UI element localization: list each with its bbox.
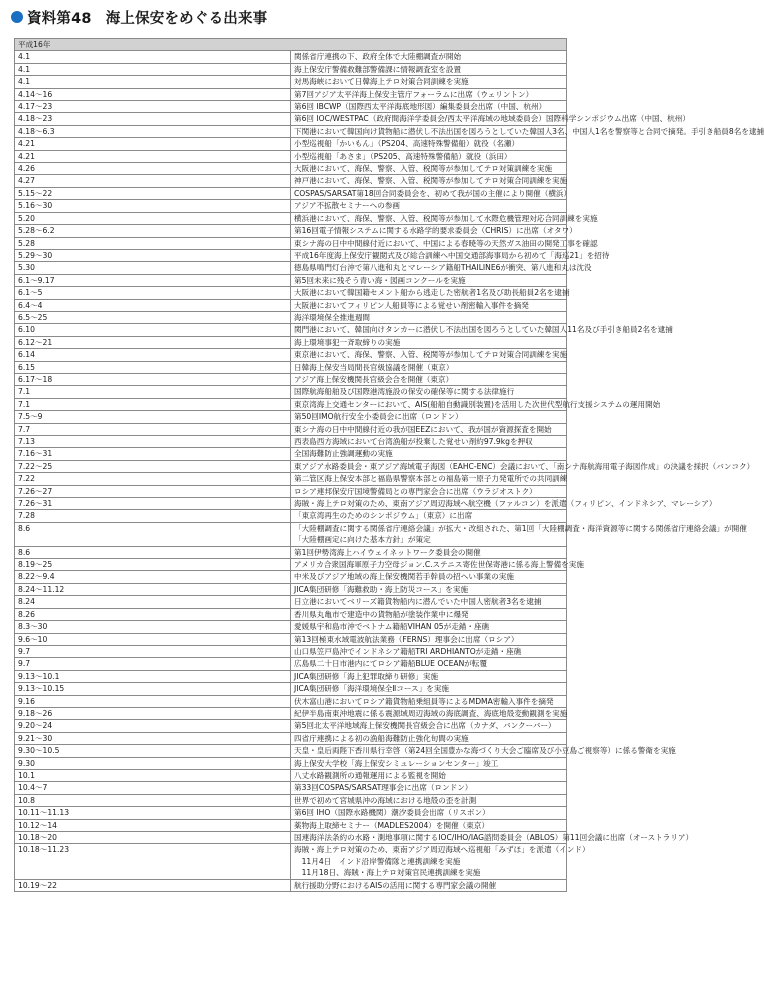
table-row [15,200,567,212]
event-text-line: JICA集団研修「海洋環境保全Ⅱコース」を実施 [294,684,450,694]
event-description [291,473,567,485]
event-description [291,769,567,781]
event-text-line: 小型巡視船「かいもん」（PS204、高速特殊警備船）就役（名瀬） [294,139,520,149]
event-date: 6.10 [15,324,291,336]
event-description [291,571,567,583]
event-text-line: 大阪港において韓国籍セメント船から逃走した密航者1名及び助長船員2名を逮捕 [294,288,570,298]
event-date: 8.3〜30 [15,621,291,633]
table-row [15,546,567,558]
event-text-line: 全国海難防止強調運動の実施 [294,449,393,459]
table-row [15,51,567,63]
event-text-line: 第33回COSPAS/SARSAT理事会に出席（ロンドン） [294,783,473,793]
table-row [15,349,567,361]
table-row [15,373,567,385]
event-description [291,63,567,75]
event-text-line: 中米及びアジア地域の海上保安機関若手幹員の招へい事業の実施 [294,572,514,582]
event-text-line: 東シナ海の日中中間線付近の我が国EEZにおいて、我が国が資源探査を開始 [294,424,552,434]
table-row [15,633,567,645]
event-text-line: 国連海洋法条約の水路・測地事項に関するIOC/IHO/IAG諮問委員会（ABLOS）第11回会議に出席（オーストラリア） [294,833,694,842]
table-row [15,225,567,237]
event-date: 9.6〜10 [15,633,291,645]
table-row [15,769,567,781]
table-row [15,794,567,806]
event-description [291,782,567,794]
event-text-line: 第5回北太平洋地域海上保安機関長官級会合に出席（カナダ、バンクーバー） [294,721,556,731]
event-text-line: 航行援助分野におけるAISの活用に関する専門家会議の開催 [294,880,497,890]
event-text-line: 四省庁連携による初の漁船海難防止強化旬間の実施 [294,733,469,743]
event-date: 9.7 [15,645,291,657]
event-description [291,608,567,620]
event-date: 8.24 [15,596,291,608]
table-row [15,336,567,348]
table-row [15,411,567,423]
event-description [291,138,567,150]
table-row [15,608,567,620]
event-date: 10.18〜11.23 [15,844,291,879]
event-description [291,670,567,682]
event-date: 4.14〜16 [15,88,291,100]
event-text-line: 第6回 IBCWP（国際西太平洋海底地形図）編集委員会出席（中国、杭州） [294,102,547,112]
event-text-line: 愛媛県宇和島市沖でベトナム籍船VIHAN 05が走錨・座礁 [294,622,490,632]
event-description [291,498,717,510]
event-text-line: 西表島西方海域において台湾漁船が投棄した覚せい剤約97.9kgを押収 [294,437,533,446]
event-date: 5.20 [15,212,291,224]
event-date: 4.17〜23 [15,101,291,113]
event-date: 7.26〜27 [15,485,291,497]
event-description [291,200,567,212]
event-date: 4.1 [15,63,291,75]
event-description [291,324,673,336]
event-description [291,844,590,879]
table-row [15,460,567,472]
event-text-line: JICA集団研修「海上犯罪取締り研修」実施 [294,671,439,681]
table-row [15,658,567,670]
event-date: 4.21 [15,150,291,162]
event-date: 5.30 [15,262,291,274]
table-row [15,583,567,595]
event-date: 6.17〜18 [15,373,291,385]
event-text-line: 八丈水路観測所の通報運用による監視を開始 [294,770,446,780]
event-date: 6.14 [15,349,291,361]
event-date: 7.22 [15,473,291,485]
event-text-line: 関係省庁連携の下、政府全体で大陸棚調査が開始 [294,52,462,62]
event-text-line: 「東京湾再生のためのシンポジウム」（東京）に出席 [294,511,473,521]
table-row [15,163,567,175]
event-date: 6.4〜4 [15,299,291,311]
table-row [15,101,567,113]
event-text-line: 「大陸棚画定に向けた基本方針」が策定 [294,535,431,545]
event-date: 8.22〜9.4 [15,571,291,583]
table-row [15,732,567,744]
event-date: 5.29〜30 [15,249,291,261]
event-description [291,101,567,113]
event-description [291,225,577,237]
table-row [15,63,567,75]
event-date: 4.1 [15,76,291,88]
event-description [291,832,694,844]
event-text-line: 大阪港においてフィリピン人船員等による覚せい剤密輸入事件を摘発 [294,300,529,310]
table-row [15,436,567,448]
table-row [15,448,567,460]
event-description [291,460,755,472]
event-text-line: 小型巡視船「あさま」（PS205、高速特殊警備船）就役（浜田） [294,151,512,161]
table-row [15,559,567,571]
event-description [291,546,567,558]
event-description [291,583,567,595]
table-row [15,88,567,100]
table-row [15,819,567,831]
event-date: 8.24〜11.12 [15,583,291,595]
event-text-line: 平成16年度海上保安庁観閲式及び総合訓練へ中国交通部海事局から初めて「海巡21」を招待 [294,250,610,260]
event-description [291,113,690,125]
event-date: 10.18〜20 [15,832,291,844]
event-text-line: 東京湾海上交通センターにおいて、AIS(船舶自動識別装置)を活用した次世代型航行支援システムの運用開始 [294,399,661,409]
event-description [291,658,567,670]
table-row [15,498,567,510]
event-text-line: 第6回 IHO（国際水路機関）潮汐委員会出席（リスボン） [294,808,490,818]
event-description [291,707,567,719]
event-description [291,436,567,448]
event-date: 8.26 [15,608,291,620]
table-row [15,621,567,633]
event-date: 6.1〜5 [15,287,291,299]
event-date: 5.28〜6.2 [15,225,291,237]
event-text-line: 東京港において、海保、警察、入管、税関等が参加してテロ対策合同訓練を実施 [294,350,568,360]
event-description [291,633,567,645]
event-date: 10.4〜7 [15,782,291,794]
event-description [291,212,598,224]
event-text-line: 香川県丸亀市で建造中の貨物船が塗装作業中に爆発 [294,609,469,619]
event-text-line: 海上環境事犯一斉取締りの実施 [294,337,401,347]
event-description [291,373,567,385]
event-description [291,510,567,522]
event-text-line: 徳島県鳴門灯台沖で第八進和丸とマレーシア籍船THAILINE6が衝突、第八進和丸は沈没 [294,263,592,273]
event-date: 10.1 [15,769,291,781]
table-row [15,571,567,583]
event-text-line: 国際航海船舶及び国際港湾施設の保安の確保等に関する法律施行 [294,387,515,397]
table-row [15,398,567,410]
event-text-line: 関門港において、韓国向けタンカーに潜伏し不法出国を図ろうとしていた韓国人11名及び手引き船員2名を逮捕 [294,325,673,335]
event-date: 4.18〜23 [15,113,291,125]
event-text-line: 11月18日、海賊・海上テロ対策官民連携訓練を実施 [294,868,481,878]
title-main: 海上保安をめぐる出来事 [105,10,268,27]
event-date: 7.7 [15,423,291,435]
event-text-line: アメリカ合衆国海軍原子力空母ジョン.C.ステニス寄佐世保寄港に係る海上警備を実施 [294,560,584,570]
year-header-row [15,39,567,51]
event-description [291,621,567,633]
event-text-line: 「大陸棚調査に関する関係省庁連絡会議」が拡大・改組された、第1回「大陸棚調査・海洋資源等に関する関係省庁連絡会議」が開催 [294,523,747,533]
title-prefix: 資料第48 [27,10,92,27]
event-text-line: COSPAS/SARSAT第18回合同委員会を、初めて我が国の主催により開催（横浜） [294,188,572,198]
event-text-line: 下関港において韓国向け貨物船に潜伏し不法出国を図ろうとしていた韓国人3名、中国人1名を警察等と合同で摘発。手引き船員8名を逮捕 [294,126,764,136]
title-bullet-icon [11,11,23,23]
table-row [15,596,567,608]
table-row [15,832,567,844]
event-description [291,51,567,63]
event-date: 6.15 [15,361,291,373]
event-description [291,757,567,769]
table-row [15,683,567,695]
table-row [15,807,567,819]
event-text-line: 海洋環境保全推進週間 [294,312,370,322]
event-description [291,411,567,423]
table-row [15,311,567,323]
event-text-line: 紀伊半島南東沖地震に係る震源域周辺海域の海底調査、海底地殻変動観測を実施 [294,708,568,718]
table-row [15,212,567,224]
event-date: 7.26〜31 [15,498,291,510]
event-description [291,187,572,199]
event-description [291,559,584,571]
event-date: 7.5〜9 [15,411,291,423]
table-row [15,757,567,769]
event-date: 4.18〜6.3 [15,125,291,137]
table-row [15,299,567,311]
table-row [15,782,567,794]
event-description [291,274,567,286]
table-row [15,237,567,249]
event-description [291,732,567,744]
event-description [291,311,567,323]
event-date: 6.5〜25 [15,311,291,323]
event-date: 8.6 [15,546,291,558]
event-text-line: 第6回 IOC/WESTPAC（政府間海洋学委員会/西太平洋海域の地域委員会）国際科学シンポジウム出席（中国、杭州） [294,114,690,124]
event-text-line: 11月4日 インド沿岸警備隊と連携訓練を実施 [294,856,461,866]
event-text-line: 第1回伊勢湾海上ハイウェイネットワーク委員会の開催 [294,547,481,557]
event-description [291,819,567,831]
event-date: 10.12〜14 [15,819,291,831]
event-text-line: 日韓海上保安当局間長官級協議を開催（東京） [294,362,454,372]
table-row [15,844,567,879]
event-date: 9.16 [15,695,291,707]
event-text-line: 天皇・皇后両陛下香川県行幸啓（第24回全国豊かな海づくり大会ご臨席及び小豆島ご視察等）に係る警衛を実施 [294,746,676,756]
table-row [15,187,567,199]
event-description [291,125,764,137]
event-text-line: 第13回極東水域電波航法業務（FERNS）理事会に出席（ロシア） [294,634,519,644]
event-text-line: 東シナ海の日中中間線付近において、中国による春暁等の天然ガス油田の開発工事を確認 [294,238,598,248]
table-row [15,113,567,125]
table-row [15,510,567,522]
event-text-line: 第16回電子情報システムに関する水路学的要求委員会（CHRIS）に出席（オタワ） [294,226,577,236]
event-date: 9.20〜24 [15,720,291,732]
event-text-line: アジア海上保安機関長官級会合を開催（東京） [294,374,454,384]
event-text-line: 第50回IMO航行安全小委員会に出席（ロンドン） [294,412,463,422]
event-description [291,398,661,410]
table-row [15,522,567,546]
event-date: 9.30〜10.5 [15,745,291,757]
event-description [291,262,592,274]
event-date: 7.1 [15,398,291,410]
event-date: 5.15〜22 [15,187,291,199]
event-description [291,879,567,891]
event-date: 7.28 [15,510,291,522]
event-description [291,237,598,249]
table-row [15,274,567,286]
event-description [291,683,567,695]
event-description [291,299,567,311]
event-text-line: 山口県笠戸島沖でインドネシア籍船TRI ARDHIANTOが走錨・座礁 [294,646,522,656]
event-date: 6.1〜9.17 [15,274,291,286]
table-row [15,324,567,336]
table-row [15,485,567,497]
event-date: 4.1 [15,51,291,63]
table-row [15,645,567,657]
event-date: 9.13〜10.1 [15,670,291,682]
event-date: 4.27 [15,175,291,187]
event-date: 9.18〜26 [15,707,291,719]
event-date: 7.13 [15,436,291,448]
event-date: 9.21〜30 [15,732,291,744]
event-date: 7.1 [15,386,291,398]
table-row [15,879,567,891]
event-description [291,485,567,497]
event-description [291,175,567,187]
event-description [291,448,567,460]
event-text-line: 第二管区海上保安本部と福島県警察本部との福島第一原子力発電所での共同訓練 [294,474,568,484]
event-text-line: 海賊・海上テロ対策のため、東南アジア周辺海域へ巡視船「みずほ」を派遣（インド） [294,845,590,855]
event-text-line: アジア不拡散セミナーへの参画 [294,201,401,211]
table-row [15,423,567,435]
event-date: 8.6 [15,522,291,546]
event-text-line: 日立港においてベリーズ籍貨物船内に潜んでいた中国人密航者3名を逮捕 [294,597,542,607]
event-description [291,287,570,299]
event-text-line: 第5回未来に残そう青い海・図画コンクールを実施 [294,275,466,285]
event-description [291,336,567,348]
event-text-line: 海賊・海上テロ対策のため、東南アジア周辺海域へ航空機（ファルコン）を派遣（フィリピン、インドネシア、マレーシア） [294,499,717,509]
event-description [291,807,567,819]
table-row [15,745,567,757]
events-table [14,38,764,892]
event-description [291,720,567,732]
event-date: 8.19〜25 [15,559,291,571]
table-row [15,76,567,88]
page-title [11,6,267,28]
event-text-line: 対馬海峡において日韓海上テロ対策合同訓練を実施 [294,77,469,87]
event-description [291,386,567,398]
event-date: 4.26 [15,163,291,175]
event-description [291,361,567,373]
event-text-line: 大阪港において、海保、警察、入管、税関等が参加してテロ対策訓練を実施 [294,164,553,174]
event-description [291,794,567,806]
event-text-line: JICA集団研修「海難救助・海上防災コース」を実施 [294,584,469,594]
event-text-line: 神戸港において、海保、警察、入管、税関等が参加してテロ対策合同訓練を実施 [294,176,568,186]
event-date: 9.30 [15,757,291,769]
event-text-line: 海上保安庁警備救難部警備課に情報調査室を設置 [294,64,462,74]
event-description [291,349,567,361]
event-description [291,76,567,88]
event-date: 9.7 [15,658,291,670]
event-description [291,249,610,261]
event-text-line: 世界で初めて宮城県沖の海域における地殻の歪を計測 [294,795,477,805]
table-row [15,386,567,398]
event-text-line: 東アジア水路委員会・東アジア海域電子海図（EAHC-ENC）会議において、「南シナ海航海用電子海図作成」の決議を採択（バンコク） [294,461,755,471]
table-row [15,262,567,274]
event-date: 10.19〜22 [15,879,291,891]
event-date: 10.11〜11.13 [15,807,291,819]
event-date: 5.16〜30 [15,200,291,212]
table-row [15,695,567,707]
event-text-line: 広島県二十日市港内にてロシア籍船BLUE OCEANが転覆 [294,659,488,669]
event-description [291,596,567,608]
event-text-line: 横浜港において、海保、警察、入管、税関等が参加して水際危機管理対応合同訓練を実施 [294,213,598,223]
event-description [291,88,567,100]
table-row [15,150,567,162]
year-label: 平成16年 [15,39,567,51]
table-row [15,361,567,373]
table-row [15,125,567,137]
table-row [15,707,567,719]
event-date: 5.28 [15,237,291,249]
event-description [291,150,567,162]
event-date: 7.22〜25 [15,460,291,472]
event-date: 4.21 [15,138,291,150]
event-text-line: ロシア連邦保安庁国境警備局との専門家会合に出席（ウラジオストク） [294,486,537,496]
table-row [15,138,567,150]
event-text-line: 薬物海上取締セミナー（MADLES2004）を開催（東京） [294,820,490,830]
table-row [15,175,567,187]
event-date: 7.16〜31 [15,448,291,460]
table-row [15,473,567,485]
event-date: 9.13〜10.15 [15,683,291,695]
table-row [15,720,567,732]
event-text-line: 第7回アジア太平洋海上保安主管庁フォーラムに出席（ウェリントン） [294,89,534,99]
event-description [291,522,747,546]
table-row [15,249,567,261]
event-description [291,695,567,707]
event-description [291,645,567,657]
table-row [15,287,567,299]
event-text-line: 伏木富山港においてロシア籍貨物船乗組員等によるMDMA密輸入事件を摘発 [294,696,554,706]
event-date: 6.12〜21 [15,336,291,348]
table-row [15,670,567,682]
event-description [291,163,567,175]
event-date: 10.8 [15,794,291,806]
event-text-line: 海上保安大学校「海上保安シミュレーションセンター」竣工 [294,758,499,768]
event-description [291,745,676,757]
event-description [291,423,567,435]
